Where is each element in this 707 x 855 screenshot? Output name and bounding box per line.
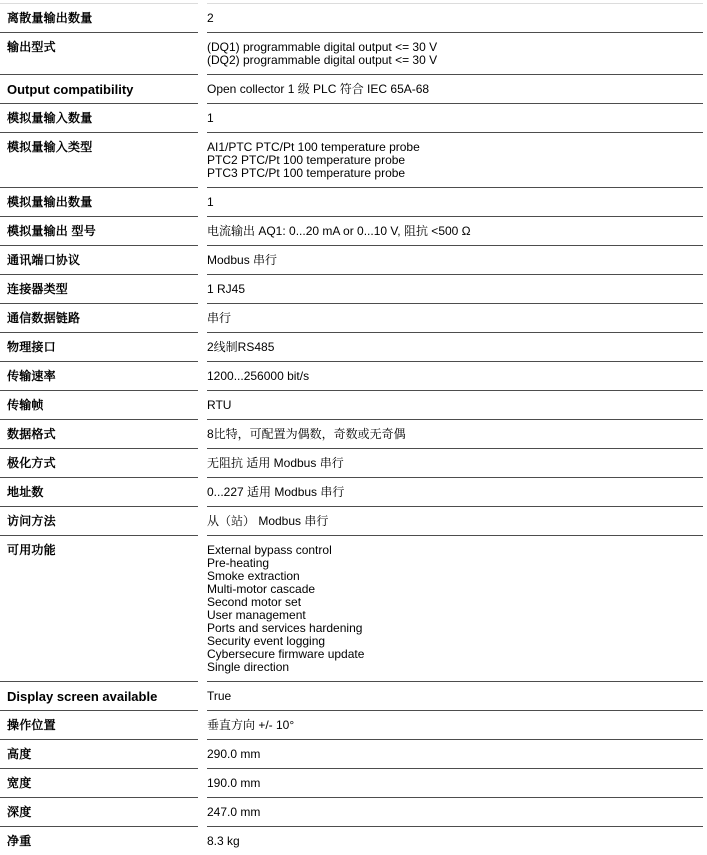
spec-label: 传输帧 (0, 390, 198, 419)
spec-label: 地址数 (0, 477, 198, 506)
spec-value-line: Smoke extraction (207, 569, 300, 583)
spec-value-line: 串行 (207, 311, 232, 325)
spec-value (207, 74, 703, 103)
spec-row (0, 361, 707, 390)
spec-value (207, 216, 703, 245)
spec-row (0, 681, 707, 710)
spec-table (0, 3, 707, 855)
spec-value-line: 垂直方向 +/- 10° (207, 718, 295, 732)
spec-value (207, 187, 703, 216)
spec-value-line: 无阻抗 适用 Modbus 串行 (207, 456, 344, 470)
spec-row (0, 506, 707, 535)
spec-value (207, 303, 703, 332)
spec-row (0, 332, 707, 361)
spec-value (207, 361, 703, 390)
spec-row (0, 477, 707, 506)
spec-value-line: Open collector 1 级 PLC 符合 IEC 65A-68 (207, 82, 430, 96)
spec-label: 宽度 (0, 768, 198, 797)
spec-row (0, 303, 707, 332)
spec-value (207, 3, 703, 32)
spec-value-line: User management (207, 608, 306, 622)
spec-value-line: Second motor set (207, 595, 302, 609)
spec-label: 模拟量输出数量 (0, 187, 198, 216)
spec-value-line: Security event logging (207, 634, 326, 648)
spec-value-line: Multi-motor cascade (207, 582, 316, 596)
spec-value (207, 419, 703, 448)
spec-value-line: External bypass control (207, 543, 332, 557)
spec-row (0, 710, 707, 739)
spec-value-line: Cybersecure firmware update (207, 647, 365, 661)
spec-row (0, 187, 707, 216)
spec-value-line: 电流输出 AQ1: 0...20 mA or 0...10 V, 阻抗 <500 Ω (207, 224, 471, 238)
spec-value-line: 8.3 kg (207, 834, 240, 848)
spec-value-line: 1 (207, 111, 214, 125)
spec-row (0, 216, 707, 245)
spec-label: 输出型式 (0, 32, 198, 74)
spec-value-line: 290.0 mm (207, 747, 261, 761)
spec-row (0, 3, 707, 32)
spec-value (207, 739, 703, 768)
spec-value-line: Pre-heating (207, 556, 270, 570)
spec-value-line: 190.0 mm (207, 776, 261, 790)
spec-row (0, 826, 707, 855)
spec-row (0, 768, 707, 797)
spec-label: 传输速率 (0, 361, 198, 390)
spec-label: 数据格式 (0, 419, 198, 448)
spec-label: Display screen available (0, 681, 198, 710)
spec-row (0, 274, 707, 303)
spec-value (207, 132, 703, 187)
spec-value (207, 32, 703, 74)
spec-row (0, 74, 707, 103)
spec-value (207, 768, 703, 797)
spec-value (207, 826, 703, 855)
spec-value (207, 506, 703, 535)
spec-value-line: Ports and services hardening (207, 621, 363, 635)
spec-value-line: AI1/PTC PTC/Pt 100 temperature probe (207, 140, 420, 154)
spec-label: 模拟量输入类型 (0, 132, 198, 187)
spec-value-line: 0...227 适用 Modbus 串行 (207, 485, 345, 499)
spec-value-line: 2线制RS485 (207, 340, 275, 354)
spec-label: 模拟量输出 型号 (0, 216, 198, 245)
spec-row (0, 103, 707, 132)
spec-label: 离散量输出数量 (0, 3, 198, 32)
spec-row (0, 132, 707, 187)
spec-label: Output compatibility (0, 74, 198, 103)
spec-value (207, 535, 703, 681)
spec-label: 可用功能 (0, 535, 198, 681)
spec-value (207, 245, 703, 274)
spec-value-line: 1 (207, 195, 214, 209)
spec-value-line: True (207, 689, 232, 703)
spec-row (0, 419, 707, 448)
spec-value-line: RTU (207, 398, 232, 412)
spec-value (207, 477, 703, 506)
spec-label: 净重 (0, 826, 198, 855)
spec-value-line: 8比特，可配置为偶数，奇数或无奇偶 (207, 427, 406, 441)
spec-value (207, 797, 703, 826)
spec-value-line: (DQ1) programmable digital output <= 30 V (207, 40, 438, 54)
spec-value-line: Single direction (207, 660, 290, 674)
spec-value (207, 681, 703, 710)
spec-row (0, 390, 707, 419)
spec-label: 物理接口 (0, 332, 198, 361)
spec-value (207, 710, 703, 739)
spec-label: 通讯端口协议 (0, 245, 198, 274)
spec-row (0, 797, 707, 826)
spec-value-line: 1200...256000 bit/s (207, 369, 310, 383)
spec-label: 极化方式 (0, 448, 198, 477)
spec-value-line: Modbus 串行 (207, 253, 278, 267)
spec-row (0, 739, 707, 768)
spec-row (0, 32, 707, 74)
spec-value (207, 448, 703, 477)
spec-label: 高度 (0, 739, 198, 768)
spec-label: 操作位置 (0, 710, 198, 739)
spec-row (0, 535, 707, 681)
spec-value (207, 274, 703, 303)
spec-label: 深度 (0, 797, 198, 826)
spec-value-line: (DQ2) programmable digital output <= 30 V (207, 53, 438, 67)
spec-value-line: 从（站） Modbus 串行 (207, 514, 329, 528)
spec-value-line: PTC2 PTC/Pt 100 temperature probe (207, 153, 406, 167)
spec-value-line: 2 (207, 11, 214, 25)
spec-label: 访问方法 (0, 506, 198, 535)
spec-value (207, 332, 703, 361)
spec-label: 通信数据链路 (0, 303, 198, 332)
spec-value (207, 103, 703, 132)
spec-value-line: 1 RJ45 (207, 282, 246, 296)
spec-label: 连接器类型 (0, 274, 198, 303)
spec-value-line: 247.0 mm (207, 805, 261, 819)
spec-row (0, 448, 707, 477)
spec-value (207, 390, 703, 419)
spec-row (0, 245, 707, 274)
spec-value-line: PTC3 PTC/Pt 100 temperature probe (207, 166, 406, 180)
spec-label: 模拟量输入数量 (0, 103, 198, 132)
